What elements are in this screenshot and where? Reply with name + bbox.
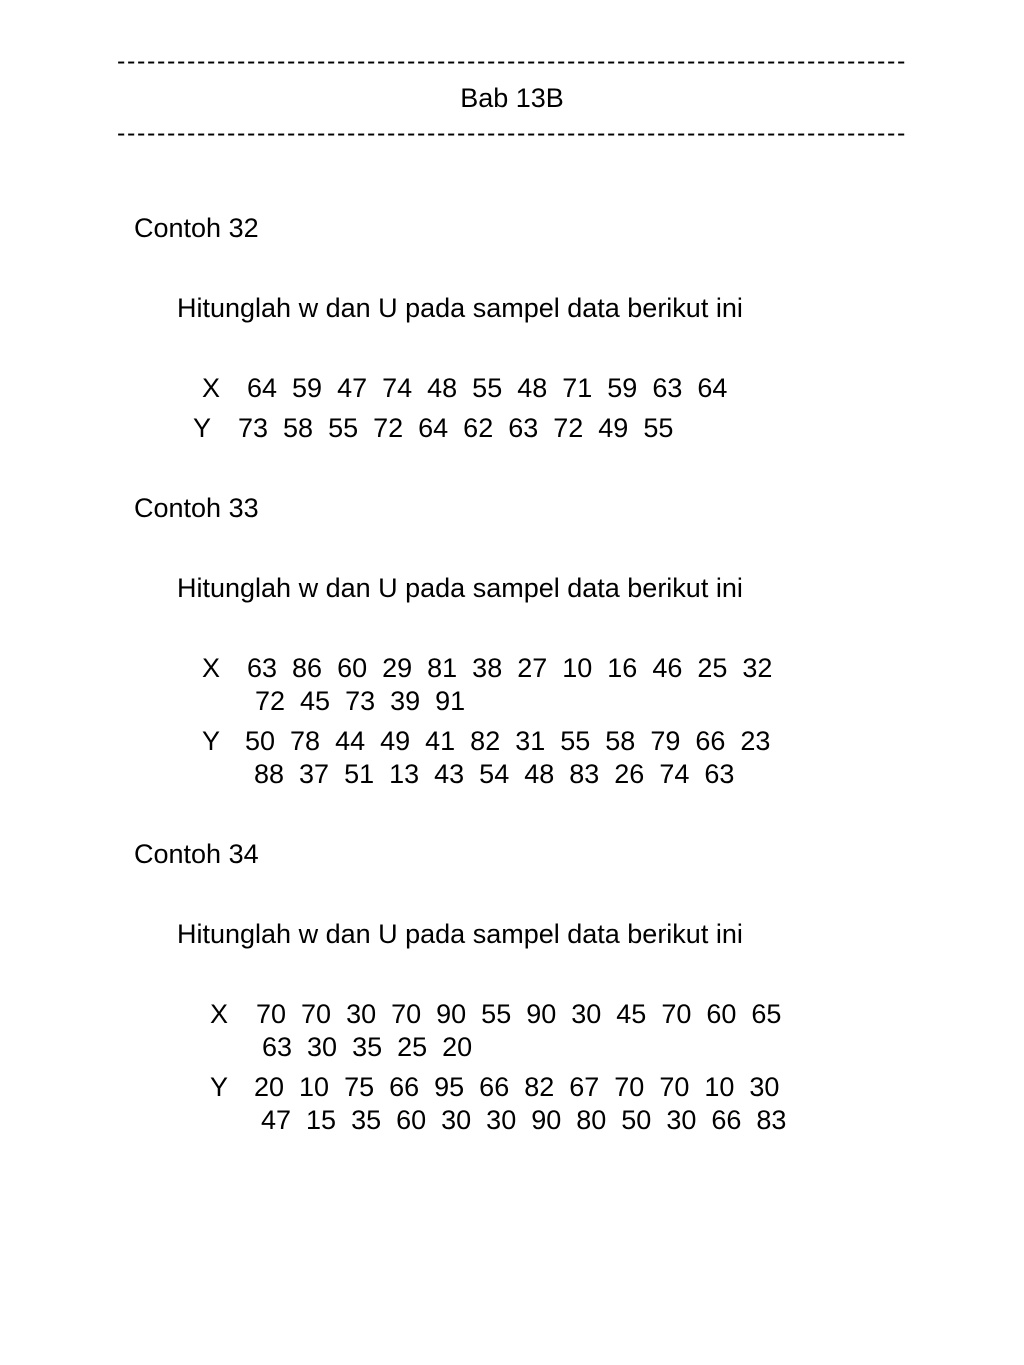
example-title: Contoh 33	[134, 493, 259, 523]
row-values-x-continued: 63 30 35 25 20	[262, 1032, 473, 1062]
row-values-x-continued: 72 45 73 39 91	[255, 686, 466, 716]
example-title: Contoh 34	[134, 839, 259, 869]
row-values-x: 70 70 30 70 90 55 90 30 45 70 60 65	[256, 999, 782, 1029]
data-row-y	[210, 1071, 787, 1231]
row-label-y: Y	[202, 726, 221, 756]
row-values-y: 50 78 44 49 41 82 31 55 58 79 66 23	[245, 726, 771, 756]
row-label-x: X	[202, 373, 221, 403]
example-instruction: Hitunglah w dan U pada sampel data berikut ini	[177, 919, 743, 949]
row-label-x: X	[210, 999, 229, 1029]
header-rule-bottom: -------------------------------------------------------------------------------	[117, 119, 907, 147]
row-values-x: 64 59 47 74 48 55 48 71 59 63 64	[247, 373, 728, 403]
row-values-y: 73 58 55 72 64 62 63 72 49 55	[238, 413, 674, 443]
example-instruction: Hitunglah w dan U pada sampel data berikut ini	[177, 573, 743, 603]
header-rule-top: -------------------------------------------------------------------------------	[117, 47, 907, 75]
row-values-y: 20 10 75 66 95 66 82 67 70 70 10 30	[254, 1072, 780, 1102]
row-values-y-continued: 47 15 35 60 30 30 90 80 50 30 66 83	[261, 1105, 787, 1135]
row-label-x: X	[202, 653, 221, 683]
row-values-y-continued: 88 37 51 13 43 54 48 83 26 74 63	[254, 759, 735, 789]
row-label-y: Y	[210, 1072, 229, 1102]
example-instruction: Hitunglah w dan U pada sampel data berikut ini	[177, 293, 743, 323]
row-label-y: Y	[193, 413, 212, 443]
example-title: Contoh 32	[134, 213, 259, 243]
row-values-x: 63 86 60 29 81 38 27 10 16 46 25 32	[247, 653, 773, 683]
chapter-title: Bab 13B	[460, 83, 564, 113]
